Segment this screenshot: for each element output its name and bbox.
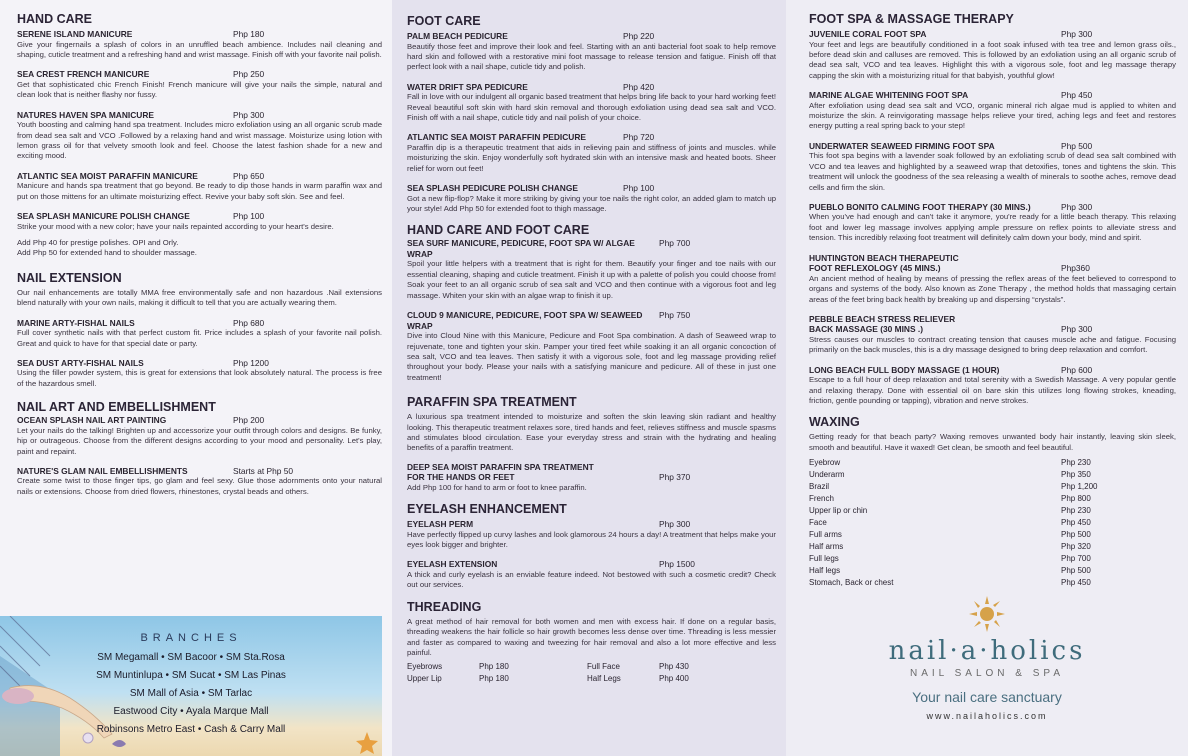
service-price: Php 300 <box>233 109 265 120</box>
price-row: Half arms Php 320 <box>809 542 1091 552</box>
service-name: PALM BEACH PEDICURE <box>407 31 508 41</box>
service-name-line2: BACK MASSAGE (30 MINS .) <box>809 324 924 335</box>
service-description: Using the filler powder system, this is great for extensions that look absolutely natural. The process is free of the hazardous smell. <box>17 368 382 388</box>
threading-col-left <box>407 661 587 685</box>
service-item <box>809 141 1176 193</box>
brand-tagline: Your nail care sanctuary <box>912 689 1062 705</box>
section-title-foot-care: FOOT CARE <box>407 14 481 28</box>
service-description: Spoil your little helpers with a treatment that is right for them. Beautify your finger and toe nails with our essential cleaning, shaping and cuticle treatment. Finish it up with a palette of polish you could choose from! Soak your feet to an all organic scrub of sea salt and VCO and then continue with a vigorous foot and leg massage. Whiten your skin with an algae wrap to finish it up. <box>407 259 776 300</box>
service-item <box>17 358 382 389</box>
service-description: Escape to a full hour of deep relaxation and total serenity with a Swedish Massage. A very popular gentle and relaxing therapy. Done with essential oil on bare skin this utilizes long flowing strokes, kneading, friction, gentle pounding or tapping), vibration and nerve strokes. <box>809 375 1176 406</box>
section-title-waxing: WAXING <box>809 415 860 430</box>
service-description: Get that sophisticated chic French Finish! French manicure will give your nails the simple, natural and clean look that is neither flashy nor fussy. <box>17 79 382 100</box>
service-item <box>407 82 776 124</box>
service-item <box>809 202 1176 244</box>
service-item <box>809 365 1176 407</box>
section-title-hand-care: HAND CARE <box>17 12 92 26</box>
section-intro: A luxurious spa treatment intended to moisturize and soften the skin leaving skin radiant and healthy looking. This therapeutic treatment relaxes sore, tired hands and feet, relieves stiffness and muscle spasms and stimulates blood circulation. Ease your everyday stress and strain with the hydrating and healing benefits of a paraffin treatment. <box>407 412 776 453</box>
service-price: Php 220 <box>623 31 655 41</box>
section-title-threading: THREADING <box>407 599 482 614</box>
service-name-line2: FOOT REFLEXOLOGY (45 MINS.) <box>809 263 941 274</box>
price-row: French Php 800 <box>809 494 1091 504</box>
service-price: Php 420 <box>623 81 655 92</box>
service-name: SEA SPLASH MANICURE POLISH CHANGE <box>17 211 190 222</box>
service-description: Give your fingernails a splash of colors in an unruffled beach ambience. Includes nail cleaning and shaping, cuticle treatment and a refreshing hand and wrist massage. Finish off with your favorite nail polish. <box>17 39 382 59</box>
service-name: MARINE ARTY-FISHAL NAILS <box>17 317 135 328</box>
service-name: SEA CREST FRENCH MANICURE <box>17 69 150 80</box>
price-row: Brazil Php 1,200 <box>809 482 1098 492</box>
service-description: A thick and curly eyelash is an enviable feature indeed. Not bestowed with such a cosmetic credit? Check out our services. <box>407 569 776 590</box>
service-description: Dive into Cloud Nine with this Manicure, Pedicure and Foot Spa combination. A dash of Seaweed wrap to rejuvenate, tone and tighten your skin. Pamper your tired feet while soaking it an all organic concoction of sea salt, VCO and tea leaves. Then satisfy it with a vigorous sole, foot and leg massage providing relief throughout your body. Please your nails with a satisfying manicure and pedicure. All of these in just one treatment! <box>407 331 776 382</box>
service-item <box>809 90 1176 132</box>
price-row: Upper Lip Php 180 <box>407 674 509 684</box>
service-description: An ancient method of healing by means of pressing the reflex areas of the feet believed to correspond to organs and systems of the body. Also known as Zone Therapy , the method holds that massaging certain areas of the feet bring back health by breaking up and dispersing “crystals”. <box>809 273 1176 304</box>
service-item <box>17 466 382 497</box>
service-name: NATURES HAVEN SPA MANICURE <box>17 109 154 120</box>
service-name: EYELASH EXTENSION <box>407 559 498 570</box>
service-price: Php 720 <box>623 132 655 143</box>
service-description: When you've had enough and can't take it anymore, you're ready for a little beach therapy. This relaxing foot and lower leg massage involves applying ample pressure on reflex points to alleviate stress and tension. This incredibly relaxing foot treatment will definitely calm down your body, mind and spirit. <box>809 212 1176 243</box>
price-row: Half Legs Php 400 <box>587 674 689 684</box>
service-description: Got a new flip-flop? Make it more striking by giving your toe nails the right color, an added glam to match up your style! Add Php 50 for extended foot to thigh massage. <box>407 193 776 214</box>
service-description: Beautify those feet and improve their look and feel. Starting with an anti bacterial foot soak to help remove hard skin and followed with a restorative mini foot massage to release tension and fatigue. Finish off that perfect look with a nail shape, cuticle tidy and polish. <box>407 41 776 72</box>
service-price: Php 300 <box>659 519 691 530</box>
service-price: Php 250 <box>233 69 265 80</box>
service-item <box>809 29 1176 81</box>
service-price: Php 1500 <box>659 559 695 570</box>
service-item <box>407 132 776 174</box>
waxing-price-list <box>809 457 1176 589</box>
service-name: ATLANTIC SEA MOIST PARAFFIN PEDICURE <box>407 132 586 143</box>
service-price: Php 100 <box>623 183 655 194</box>
price-row: Full Face Php 430 <box>587 662 689 672</box>
section-title-nail-extension: NAIL EXTENSION <box>17 270 122 285</box>
service-item <box>809 314 1176 356</box>
service-item <box>407 31 776 73</box>
branch-line: Eastwood City • Ayala Marque Mall <box>113 706 269 717</box>
service-item <box>407 519 776 550</box>
branch-line: Robinsons Metro East • Cash & Carry Mall <box>96 724 286 735</box>
service-name: NATURE'S GLAM NAIL EMBELLISHMENTS <box>17 465 188 476</box>
service-name: ATLANTIC SEA MOIST PARAFFIN MANICURE <box>17 170 198 181</box>
service-name: PEBBLE BEACH STRESS RELIEVER <box>809 313 956 324</box>
service-price: Php 200 <box>233 415 265 426</box>
service-name: UNDERWATER SEAWEED FIRMING FOOT SPA <box>809 140 995 151</box>
website-link[interactable]: www.nailaholics.com <box>926 711 1048 721</box>
sun-icon <box>967 594 1007 634</box>
branch-line: SM Megamall • SM Bacoor • SM Sta.Rosa <box>97 652 285 663</box>
branch-line: SM Muntinlupa • SM Sucat • SM Las Pinas <box>96 670 286 681</box>
service-name: MARINE ALGAE WHITENING FOOT SPA <box>809 90 969 101</box>
column-middle <box>392 0 786 756</box>
service-item <box>407 238 776 301</box>
price-row: Eyebrows Php 180 <box>407 662 509 672</box>
service-description: Youth boosting and calming hand spa treatment. Includes micro exfoliation using an all organic scrub made from dead sea salt and VCO .Followed by a relaxing hand and wrist massage. Moisturize using lotion with lemon grass oil for that velvety smooth look and feel. Choose the latest fashion shade for a new and exciting mood. <box>17 120 382 161</box>
threading-price-table <box>407 661 776 685</box>
service-item <box>407 462 776 493</box>
service-description: Add Php 100 for hand to arm or foot to knee paraffin. <box>407 482 587 492</box>
service-name: SEA DUST ARTY-FISHAL NAILS <box>17 357 144 368</box>
service-item <box>17 69 382 100</box>
brand-subtitle: NAIL SALON & SPA <box>909 668 1065 679</box>
price-row: Underarm Php 350 <box>809 470 1091 480</box>
service-description: Have perfectly flipped up curvy lashes and look glamorous 24 hours a day! A treatment that helps make your eyes look bigger and brighter. <box>407 529 776 550</box>
service-description: Paraffin dip is a therapeutic treatment that aids in relieving pain and stiffness of joints and muscles. while moisturizing the skin. Enjoy wonderfully soft hydrated skin with an intensive mask and heated boots. Sheer relief for worn out feet! <box>407 142 776 173</box>
service-name: HUNTINGTON BEACH THERAPEUTIC <box>809 252 959 263</box>
addon-note: Add Php 50 for extended hand to shoulder massage. <box>17 248 197 258</box>
service-item <box>17 29 382 60</box>
addon-note: Add Php 40 for prestige polishes. OPI and Orly. <box>17 237 179 247</box>
service-description: Manicure and hands spa treatment that go beyond. Be ready to dip those hands in warm paraffin wax and put on those mittens for an ultimate moisturizing effect. Revive your baby soft skin. See and feel. <box>17 181 382 201</box>
service-description: Your feet and legs are beautifully conditioned in a foot soak infused with tea tree and lemon grass oils., before dead skin and calluses are removed. This is followed by an exfoliation using an all organic scrub of dead sea salt, VCO and tea leaves. Highlight this with a vigorous sole, foot and leg massage therapy capping the skin with a moisturizing ritual for that babyish, youthful glow! <box>809 39 1176 80</box>
service-name: SEA SPLASH PEDICURE POLISH CHANGE <box>407 183 578 194</box>
service-description: Full cover synthetic nails with that perfect custom fit. Price includes a splash of your favorite nail polish. Great and quick to have for that special date or party. <box>17 328 382 348</box>
price-row: Eyebrow Php 230 <box>809 458 1091 468</box>
section-title-eyelash: EYELASH ENHANCEMENT <box>407 502 567 517</box>
service-price: Php 680 <box>233 317 265 328</box>
service-description: Strike your mood with a new color; have your nails repainted according to your heart's desire. <box>17 221 334 231</box>
service-item <box>17 110 382 162</box>
section-title-hand-and-foot-care: HAND CARE AND FOOT CARE <box>407 223 590 238</box>
service-name-line2: FOR THE HANDS OR FEET <box>407 472 515 483</box>
service-name: SEA SURF MANICURE, PEDICURE, FOOT SPA W/ ALGAE WRAP <box>407 238 635 259</box>
service-name: LONG BEACH FULL BODY MASSAGE (1 HOUR) <box>809 364 1000 375</box>
service-price: Php 300 <box>1061 201 1093 212</box>
service-price: Php 500 <box>1061 140 1093 151</box>
section-intro: Getting ready for that beach party? Waxing removes unwanted body hair instantly, leaving skin sleek, smooth and beautiful. Have it waxed! Get clean, be smooth and feel beautiful. <box>809 432 1176 452</box>
service-name: SERENE ISLAND MANICURE <box>17 29 133 39</box>
service-item <box>407 310 776 383</box>
price-row: Stomach, Back or chest Php 450 <box>809 578 1091 588</box>
service-item <box>17 415 382 457</box>
service-name: EYELASH PERM <box>407 519 474 530</box>
branch-line: SM Mall of Asia • SM Tarlac <box>129 688 253 699</box>
service-price: Php 180 <box>233 29 265 39</box>
brand-logo-block <box>786 594 1188 721</box>
price-row: Half legs Php 500 <box>809 566 1091 576</box>
service-price: Starts at Php 50 <box>233 465 294 476</box>
service-price: Php 450 <box>1061 90 1093 101</box>
service-item <box>17 171 382 202</box>
section-title-foot-spa: FOOT SPA & MASSAGE THERAPY <box>809 12 1014 26</box>
service-item <box>17 318 382 349</box>
service-price: Php 750 <box>659 310 691 321</box>
service-price: Php 100 <box>233 211 265 222</box>
service-price: Php 300 <box>1061 29 1093 39</box>
branches-title: BRANCHES <box>140 632 242 644</box>
service-description: Fall in love with our indulgent all organic based treatment that helps bring life back to your hard working feet! Reveal beautiful soft skin with hard skin removal and thorough exfoliation using dead sea salt and VCO. Finish off with a nail shape, cuticle tidy and nail polish of your choice. <box>407 92 776 123</box>
service-item <box>407 183 776 214</box>
service-description: Let your nails do the talking! Brighten up and accessorize your outfit through colors and designs. Be funky, hip or outrageous. Choose from the different designs according to your mood and personality. Let's play, paint and repaint. <box>17 425 382 456</box>
service-price: Php360 <box>1061 263 1090 274</box>
section-intro: A great method of hair removal for both women and men with excess hair. If done on a regular basis, threading weakens the hair follicle so hair growth becomes less dense over time. Threading is less messier and faster as compared to waxing and tweezing for hair removal and also a lot more effective and less painful. <box>407 616 776 657</box>
service-description: Create some twist to those finger tips, go glam and feel sexy. Glue those adornments onto your natural nails or extensions. Choose from dried flowers, rhinestones, crystal beads and others. <box>17 476 382 496</box>
service-item <box>809 253 1176 305</box>
service-name: WATER DRIFT SPA PEDICURE <box>407 81 528 92</box>
price-row: Full legs Php 700 <box>809 554 1091 564</box>
service-price: Php 370 <box>659 472 691 483</box>
section-title-paraffin: PARAFFIN SPA TREATMENT <box>407 395 577 410</box>
branches-panel <box>0 616 382 756</box>
service-item <box>407 559 776 590</box>
service-name: JUVENILE CORAL FOOT SPA <box>809 29 927 39</box>
column-right <box>786 0 1188 756</box>
section-title-nail-art: NAIL ART AND EMBELLISHMENT <box>17 400 216 415</box>
service-name: CLOUD 9 MANICURE, PEDICURE, FOOT SPA W/ SEAWEED WRAP <box>407 310 643 331</box>
service-price: Php 600 <box>1061 364 1093 375</box>
brand-name: nail·a·holics <box>888 636 1086 666</box>
service-description: After exfoliation using dead sea salt and VCO, organic mineral rich algae mud is applied to whiten and moisturize the skin. A reinvigorating massage helps relieve your tired, aching legs and feet and restores energy putting a real spring back to your step! <box>809 100 1176 131</box>
service-name: DEEP SEA MOIST PARAFFIN SPA TREATMENT <box>407 461 594 472</box>
price-row: Full arms Php 500 <box>809 530 1091 540</box>
service-price: Php 300 <box>1061 324 1093 335</box>
service-description: This foot spa begins with a lavender soak followed by an exfoliating scrub of dead sea salt combined with VCO and tea leaves and highlighted by a seaweed wrap that detoxifies, tones and tightens the skin. This treatment will unlock the goodness of the sea releasing a wealth of minerals to soothe aches, remove dead cells and firm the skin. <box>809 151 1176 192</box>
service-description: Stress causes our muscles to contract creating tension that causes muscle ache and fatigue. Focusing primarily on the back muscles, this is a dry massage designed to bring deep relaxation and comfort. <box>809 334 1176 355</box>
service-price: Php 700 <box>659 238 691 249</box>
service-price: Php 1200 <box>233 357 269 368</box>
service-price: Php 650 <box>233 170 265 181</box>
service-name: OCEAN SPLASH NAIL ART PAINTING <box>17 415 167 426</box>
section-intro: Our nail enhancements are totally MMA free environmentally safe and non hazardous .Nail extensions blend naturally with your own nails, making it difficult to tell that you are actually wearing them. <box>17 287 382 308</box>
service-item <box>17 211 382 232</box>
service-name: PUEBLO BONITO CALMING FOOT THERAPY (30 MINS.) <box>809 201 1031 212</box>
price-row: Upper lip or chin Php 230 <box>809 506 1091 516</box>
price-row: Face Php 450 <box>809 518 1091 528</box>
threading-col-right <box>587 661 767 685</box>
